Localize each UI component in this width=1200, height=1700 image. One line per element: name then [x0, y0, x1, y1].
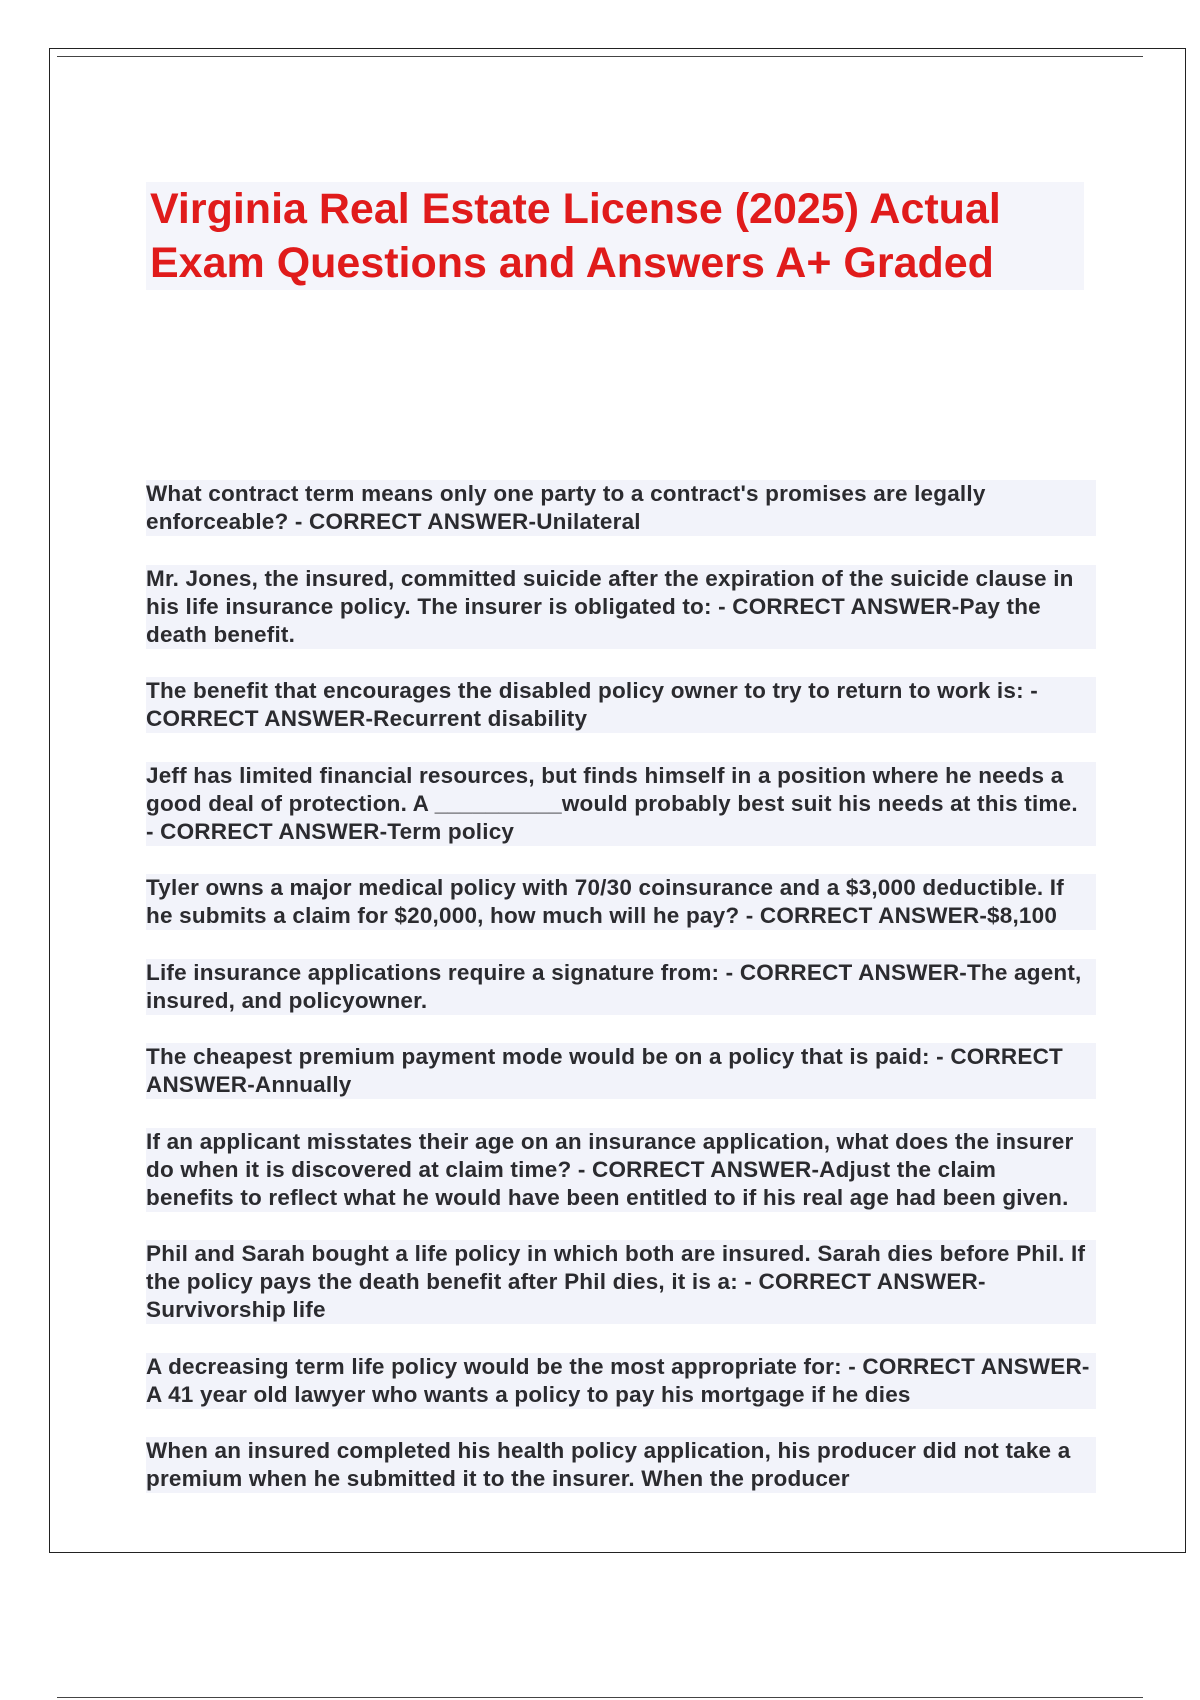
qa-item: Tyler owns a major medical policy with 70/30 coinsurance and a $3,000 deductible. If he submits a claim for $20,000, how much will he pay? - CORRECT ANSWER-$8,100 — [146, 874, 1096, 930]
qa-item: Jeff has limited financial resources, but finds himself in a position where he needs a good deal of protection. A __________would probably best suit his needs at this time. - CORRECT ANSWER-Term policy — [146, 762, 1096, 846]
qa-item: What contract term means only one party to a contract's promises are legally enforceable? - CORRECT ANSWER-Unilateral — [146, 480, 1096, 536]
bottom-rule — [57, 1697, 1143, 1698]
qa-item: Phil and Sarah bought a life policy in which both are insured. Sarah dies before Phil. If the policy pays the death benefit after Phil dies, it is a: - CORRECT ANSWER-Survivorship life — [146, 1240, 1096, 1324]
qa-item: A decreasing term life policy would be the most appropriate for: - CORRECT ANSWER-A 41 year old lawyer who wants a policy to pay his mortgage if he dies — [146, 1353, 1096, 1409]
qa-item-truncated: When an insured completed his health policy application, his producer did not take a premium when he submitted it to the insurer. When the producer — [146, 1437, 1096, 1493]
qa-item: Mr. Jones, the insured, committed suicide after the expiration of the suicide clause in his life insurance policy. The insurer is obligated to: - CORRECT ANSWER-Pay the death benefit. — [146, 565, 1096, 649]
document-title: Virginia Real Estate License (2025) Actual Exam Questions and Answers A+ Graded — [146, 182, 1084, 290]
qa-item: Life insurance applications require a signature from: - CORRECT ANSWER-The agent, insured, and policyowner. — [146, 959, 1096, 1015]
qa-item: If an applicant misstates their age on an insurance application, what does the insurer do when it is discovered at claim time? - CORRECT ANSWER-Adjust the claim benefits to reflect what he would have been entitled to if his real age had been given. — [146, 1128, 1096, 1212]
qa-list — [146, 480, 1096, 1522]
qa-item: The cheapest premium payment mode would be on a policy that is paid: - CORRECT ANSWER-Annually — [146, 1043, 1096, 1099]
qa-item: The benefit that encourages the disabled policy owner to try to return to work is: - CORRECT ANSWER-Recurrent disability — [146, 677, 1096, 733]
